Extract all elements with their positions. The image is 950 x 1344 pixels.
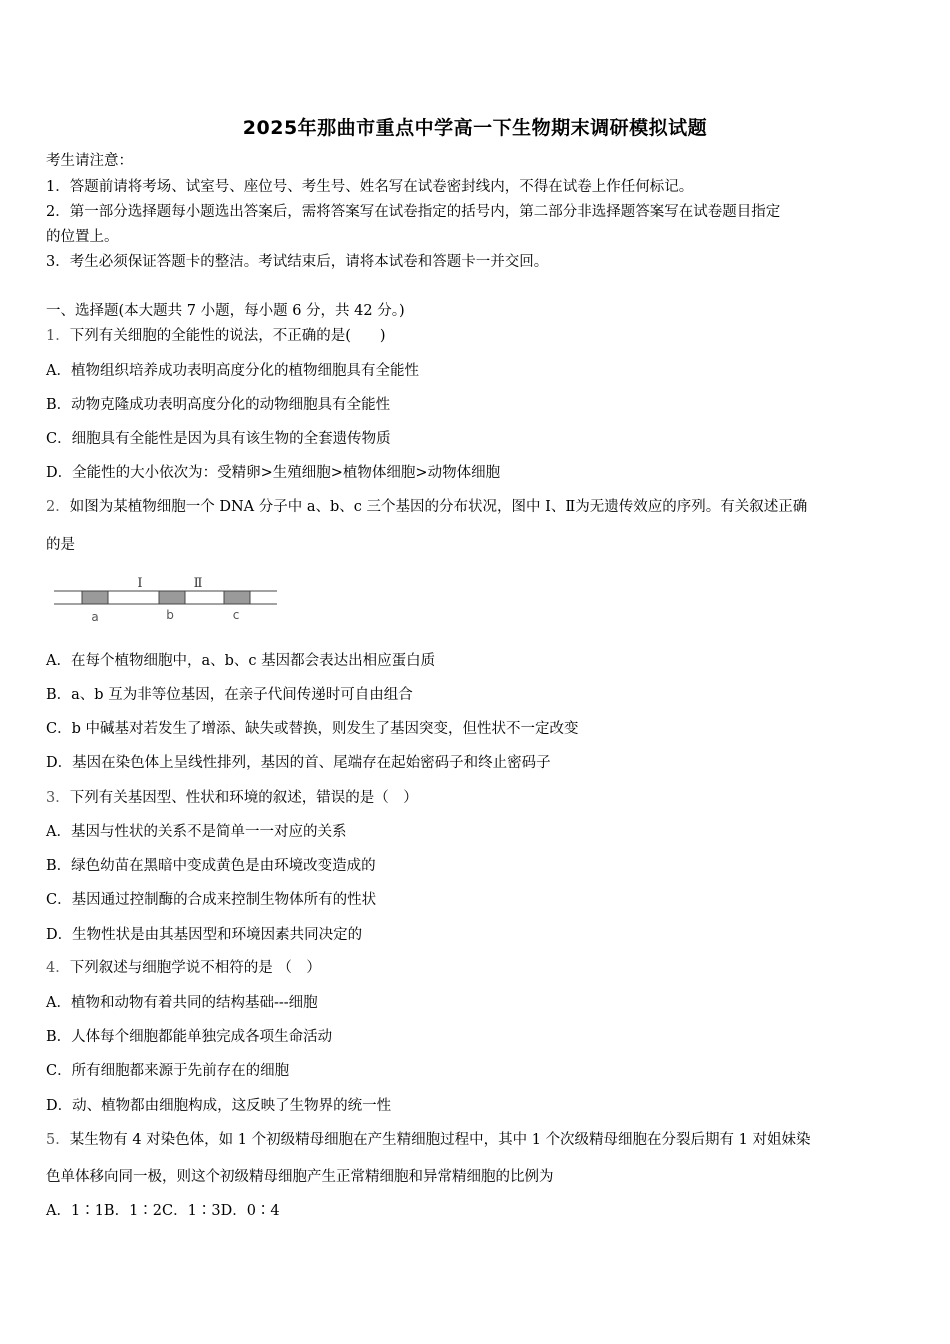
question-2-stem (46, 497, 807, 517)
notice-item-1: 1．答题前请将考场、试室号、座位号、考生号、姓名写在试卷密封线内，不得在试卷上作任何标记。 (46, 179, 694, 195)
question-text: 某生物有 4 对染色体，如 1 个初级精母细胞在产生精细胞过程中，其中 1 个次级精母细胞在分裂后期有 1 对姐妹染 (69, 1132, 811, 1148)
question-number: 1． (46, 328, 70, 344)
question-3-option-d: D．生物性状是由其基因型和环境因素共同决定的 (46, 927, 363, 943)
question-text: 下列有关细胞的全能性的说法，不正确的是( ) (69, 328, 386, 344)
question-4-stem (46, 958, 321, 978)
question-number: 3． (46, 790, 70, 806)
page-title: 2025年那曲市重点中学高一下生物期末调研模拟试题 (242, 117, 708, 139)
question-3-stem (46, 788, 418, 808)
section-heading: 一、选择题(本大题共 7 小题，每小题 6 分，共 42 分。) (46, 303, 405, 319)
question-number: 4． (46, 960, 70, 976)
label-region-1: Ⅰ (137, 576, 143, 591)
question-5-stem-cont: 色单体移向同一极，则这个初级精母细胞产生正常精细胞和异常精细胞的比例为 (46, 1169, 554, 1185)
question-2-option-c: C．b 中碱基对若发生了增添、缺失或替换，则发生了基因突变，但性状不一定改变 (46, 721, 579, 737)
label-gene-b: b (166, 608, 174, 622)
question-text: 如图为某植物细胞一个 DNA 分子中 a、b、c 三个基因的分布状况，图中 Ⅰ、Ⅱ为无遗传效应的序列。有关叙述正确 (69, 499, 808, 515)
question-2-stem-cont: 的是 (46, 537, 75, 553)
question-1-option-b: B．动物克隆成功表明高度分化的动物细胞具有全能性 (46, 397, 391, 413)
question-3-option-b: B．绿色幼苗在黑暗中变成黄色是由环境改变造成的 (46, 858, 376, 874)
question-2-option-d: D．基因在染色体上呈线性排列，基因的首、尾端存在起始密码子和终止密码子 (46, 755, 551, 771)
question-number: 5． (46, 1132, 70, 1148)
gene-b-segment (159, 591, 185, 604)
question-3-option-a: A．基因与性状的关系不是简单一一对应的关系 (46, 824, 347, 840)
question-2-option-a: A．在每个植物细胞中，a、b、c 基因都会表达出相应蛋白质 (46, 653, 436, 669)
question-4-option-d: D．动、植物都由细胞构成，这反映了生物界的统一性 (46, 1098, 392, 1114)
label-gene-c: c (232, 608, 240, 622)
question-1-stem (46, 326, 386, 346)
question-number: 2． (46, 499, 70, 515)
question-text: 下列叙述与细胞学说不相符的是 （ ） (69, 960, 321, 976)
question-1-option-d: D．全能性的大小依次为：受精卵>生殖细胞>植物体细胞>动物体细胞 (46, 465, 501, 481)
gene-a-segment (82, 591, 108, 604)
question-5-options: A．1∶1B．1∶2C．1∶3D．0∶4 (46, 1203, 280, 1219)
question-5-stem (46, 1130, 811, 1150)
label-region-2: Ⅱ (193, 576, 203, 591)
notice-heading: 考生请注意： (46, 153, 133, 169)
gene-c-segment (224, 591, 250, 604)
dna-gene-diagram (52, 570, 282, 630)
question-1-option-c: C．细胞具有全能性是因为具有该生物的全套遗传物质 (46, 431, 391, 447)
question-4-option-a: A．植物和动物有着共同的结构基础---细胞 (46, 995, 318, 1011)
question-1-option-a: A．植物组织培养成功表明高度分化的植物细胞具有全能性 (46, 363, 419, 379)
question-4-option-b: B．人体每个细胞都能单独完成各项生命活动 (46, 1029, 333, 1045)
question-4-option-c: C．所有细胞都来源于先前存在的细胞 (46, 1063, 290, 1079)
notice-item-3: 3．考生必须保证答题卡的整洁。考试结束后，请将本试卷和答题卡一并交回。 (46, 254, 549, 270)
question-text: 下列有关基因型、性状和环境的叙述，错误的是（ ） (69, 790, 418, 806)
question-2-option-b: B．a、b 互为非等位基因，在亲子代间传递时可自由组合 (46, 687, 413, 703)
notice-item-2-cont: 的位置上。 (46, 229, 119, 245)
label-gene-a: a (91, 610, 99, 624)
notice-item-2: 2．第一部分选择题每小题选出答案后，需将答案写在试卷指定的括号内，第二部分非选择题答案写在试卷题目指定 (46, 204, 781, 220)
question-3-option-c: C．基因通过控制酶的合成来控制生物体所有的性状 (46, 892, 377, 908)
